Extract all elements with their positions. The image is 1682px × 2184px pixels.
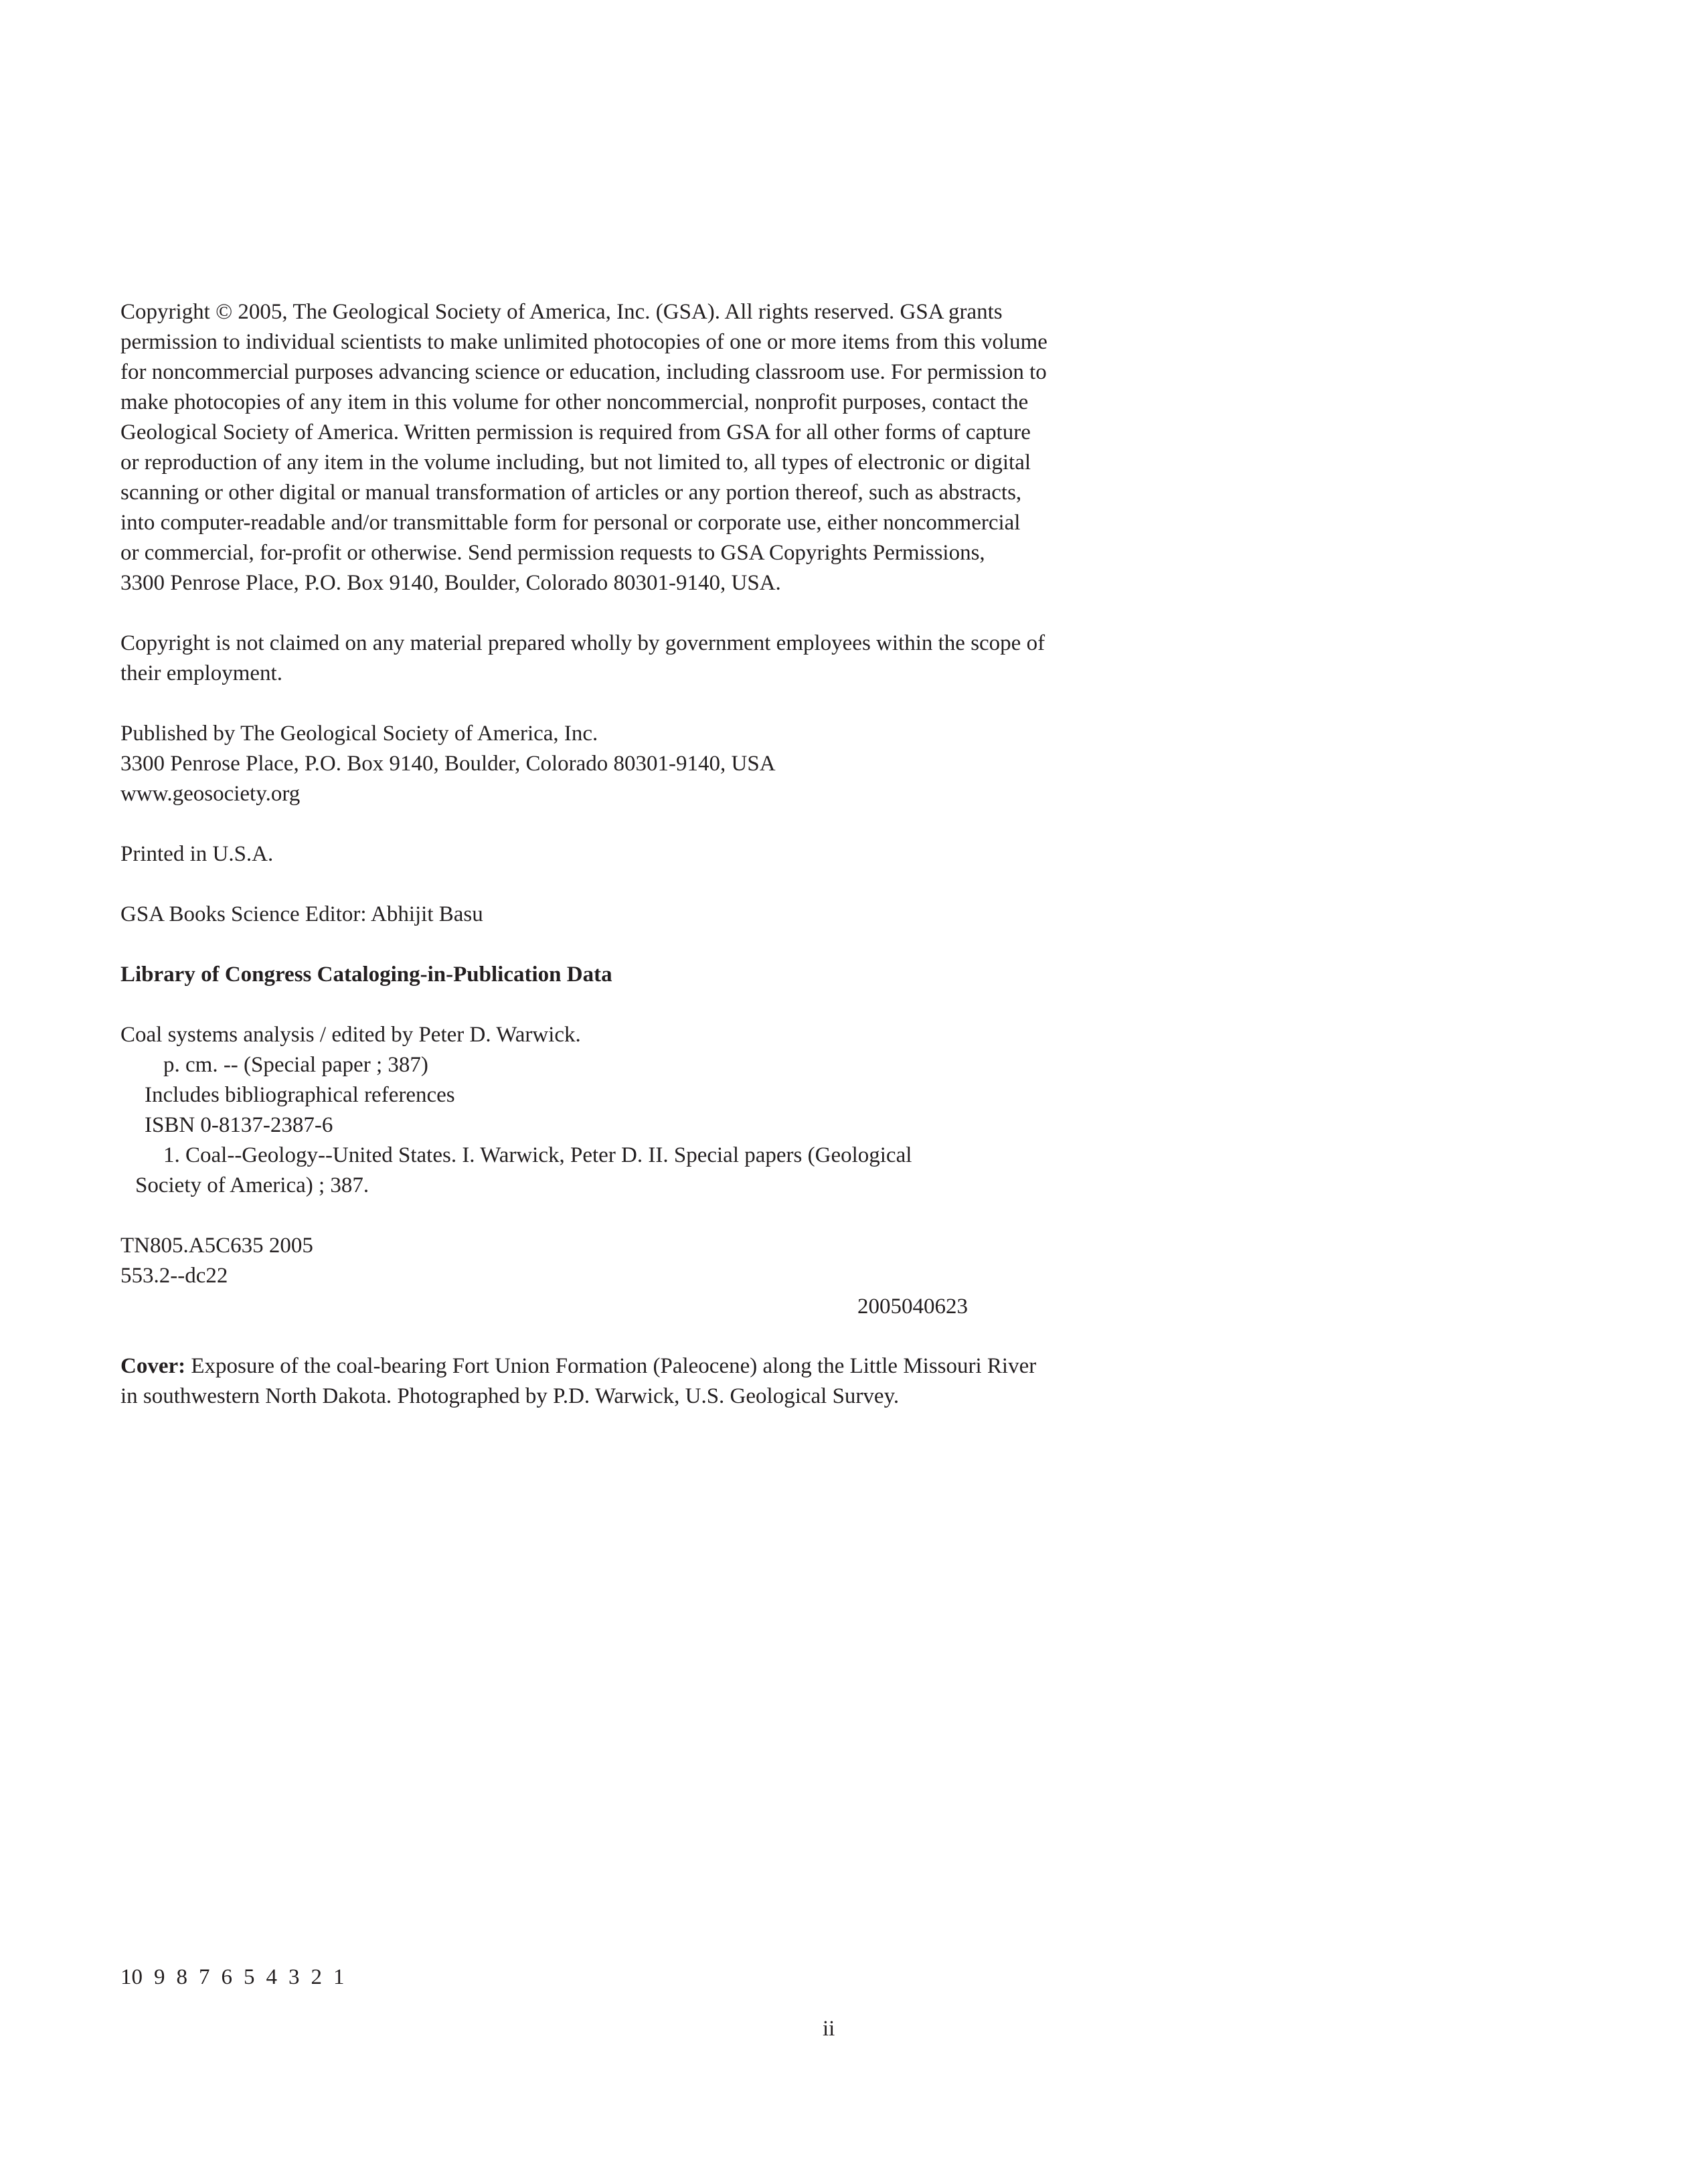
government-line: Copyright is not claimed on any material prepared wholly by government employees within the scope of	[120, 631, 1045, 655]
copyright-line: Geological Society of America. Written permission is required from GSA for all other forms of capture	[120, 420, 1031, 444]
publisher-website: www.geosociety.org	[120, 782, 301, 806]
copyright-line: permission to individual scientists to make unlimited photocopies of one or more items from this volume	[120, 330, 1047, 354]
printed-in: Printed in U.S.A.	[120, 842, 274, 866]
publisher-address: 3300 Penrose Place, P.O. Box 9140, Boulder, Colorado 80301-9140, USA	[120, 752, 776, 776]
printing-number: 3	[288, 1965, 300, 1989]
cover-text-first: Exposure of the coal-bearing Fort Union Formation (Paleocene) along the Little Missouri River	[185, 1354, 1037, 1378]
copyright-line: or commercial, for-profit or otherwise. Send permission requests to GSA Copyrights Permissions,	[120, 541, 985, 565]
printing-number: 6	[221, 1965, 232, 1989]
printing-number: 1	[333, 1965, 345, 1989]
page-number: ii	[823, 2017, 835, 2041]
printing-number: 8	[176, 1965, 187, 1989]
copyright-line: for noncommercial purposes advancing science or education, including classroom use. For permission to	[120, 360, 1047, 384]
science-editor: GSA Books Science Editor: Abhijit Basu	[120, 902, 483, 926]
cover-label: Cover:	[120, 1354, 186, 1378]
copyright-line: or reproduction of any item in the volume including, but not limited to, all types of electronic or digital	[120, 450, 1031, 475]
printing-number: 4	[266, 1965, 277, 1989]
publisher-name: Published by The Geological Society of America, Inc.	[120, 722, 598, 746]
cip-subjects-continued: Society of America) ; 387.	[135, 1173, 369, 1197]
printing-number: 5	[244, 1965, 255, 1989]
copyright-line: scanning or other digital or manual transformation of articles or any portion thereof, such as abstracts,	[120, 481, 1022, 505]
lc-classification: TN805.A5C635 2005	[120, 1234, 313, 1258]
copyright-line: 3300 Penrose Place, P.O. Box 9140, Boulder, Colorado 80301-9140, USA.	[120, 571, 781, 595]
cip-notes-line: Includes bibliographical references	[145, 1083, 455, 1107]
cover-line	[120, 1351, 1036, 1381]
cip-isbn-line: ISBN 0-8137-2387-6	[145, 1113, 333, 1137]
cover-text-second: in southwestern North Dakota. Photographed by P.D. Warwick, U.S. Geological Survey.	[120, 1384, 900, 1408]
printing-number: 7	[199, 1965, 210, 1989]
printing-number: 2	[311, 1965, 322, 1989]
cip-series-line: p. cm. -- (Special paper ; 387)	[163, 1053, 428, 1077]
copyright-line: into computer-readable and/or transmittable form for personal or corporate use, either noncommercial	[120, 511, 1021, 535]
government-line: their employment.	[120, 661, 282, 685]
dewey-classification: 553.2--dc22	[120, 1264, 228, 1288]
printing-number-line	[120, 1962, 356, 1993]
printing-number: 10	[120, 1965, 143, 1989]
printing-number: 9	[154, 1965, 165, 1989]
cip-title-line: Coal systems analysis / edited by Peter D. Warwick.	[120, 1023, 581, 1047]
cip-subjects-line: 1. Coal--Geology--United States. I. Warwick, Peter D. II. Special papers (Geological	[163, 1143, 912, 1167]
copyright-line: Copyright © 2005, The Geological Society of America, Inc. (GSA). All rights reserved. GSA grants	[120, 300, 1003, 324]
copyright-line: make photocopies of any item in this volume for other noncommercial, nonprofit purposes, contact the	[120, 390, 1029, 414]
lccn-number: 2005040623	[857, 1294, 968, 1319]
cip-heading: Library of Congress Cataloging-in-Publication Data	[120, 962, 612, 987]
